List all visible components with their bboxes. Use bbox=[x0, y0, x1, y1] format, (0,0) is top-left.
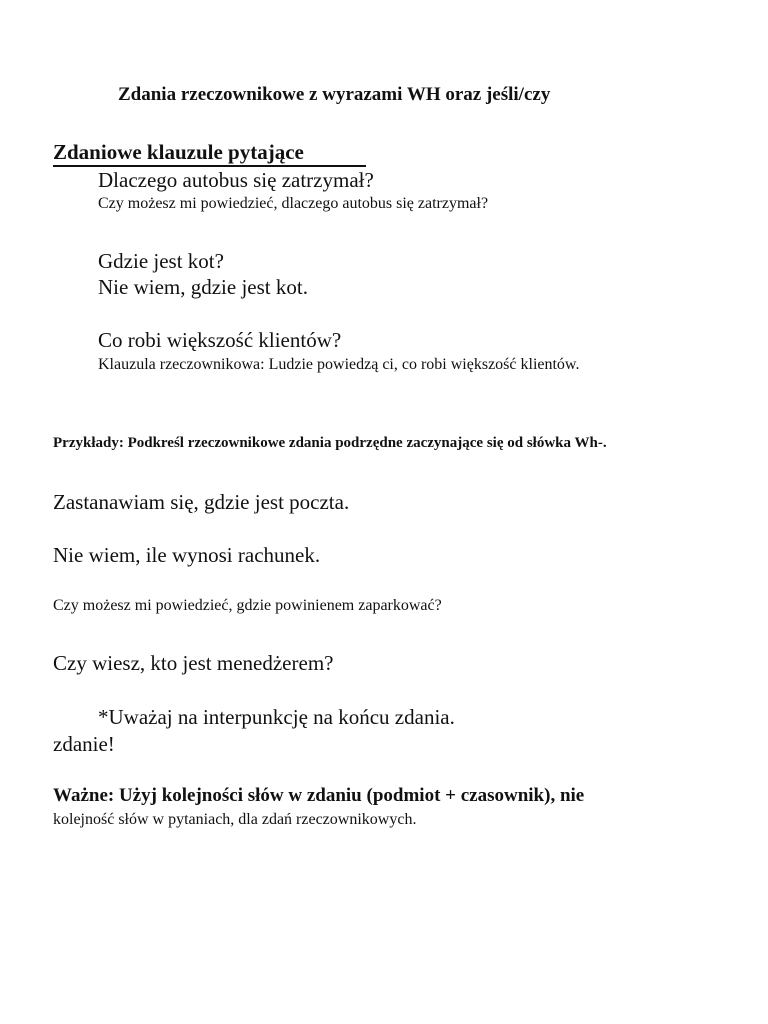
punctuation-note: *Uważaj na interpunkcję na końcu zdania. bbox=[98, 705, 455, 729]
document-title: Zdania rzeczownikowe z wyrazami WH oraz jeśli/czy bbox=[118, 84, 551, 105]
example-2: Nie wiem, ile wynosi rachunek. bbox=[53, 543, 321, 567]
punctuation-note-continuation: zdanie! bbox=[53, 732, 115, 756]
clause-3: Klauzula rzeczownikowa: Ludzie powiedzą ci, co robi większość klientów. bbox=[98, 356, 580, 373]
important-note-continuation: kolejność słów w pytaniach, dla zdań rzeczownikowych. bbox=[53, 811, 417, 828]
important-note: Ważne: Użyj kolejności słów w zdaniu (podmiot + czasownik), nie bbox=[53, 785, 585, 806]
example-1: Zastanawiam się, gdzie jest poczta. bbox=[53, 490, 350, 514]
question-1: Dlaczego autobus się zatrzymał? bbox=[98, 168, 374, 192]
clause-2: Nie wiem, gdzie jest kot. bbox=[98, 275, 308, 299]
examples-instruction: Przykłady: Podkreśl rzeczownikowe zdania podrzędne zaczynające się od słówka Wh-. bbox=[53, 435, 607, 451]
clause-1: Czy możesz mi powiedzieć, dlaczego autobus się zatrzymał? bbox=[98, 195, 489, 212]
example-3: Czy możesz mi powiedzieć, gdzie powinienem zaparkować? bbox=[53, 597, 442, 614]
section-heading: Zdaniowe klauzule pytające bbox=[53, 142, 366, 167]
example-4: Czy wiesz, kto jest menedżerem? bbox=[53, 651, 334, 675]
question-2: Gdzie jest kot? bbox=[98, 249, 224, 273]
question-3: Co robi większość klientów? bbox=[98, 328, 342, 352]
